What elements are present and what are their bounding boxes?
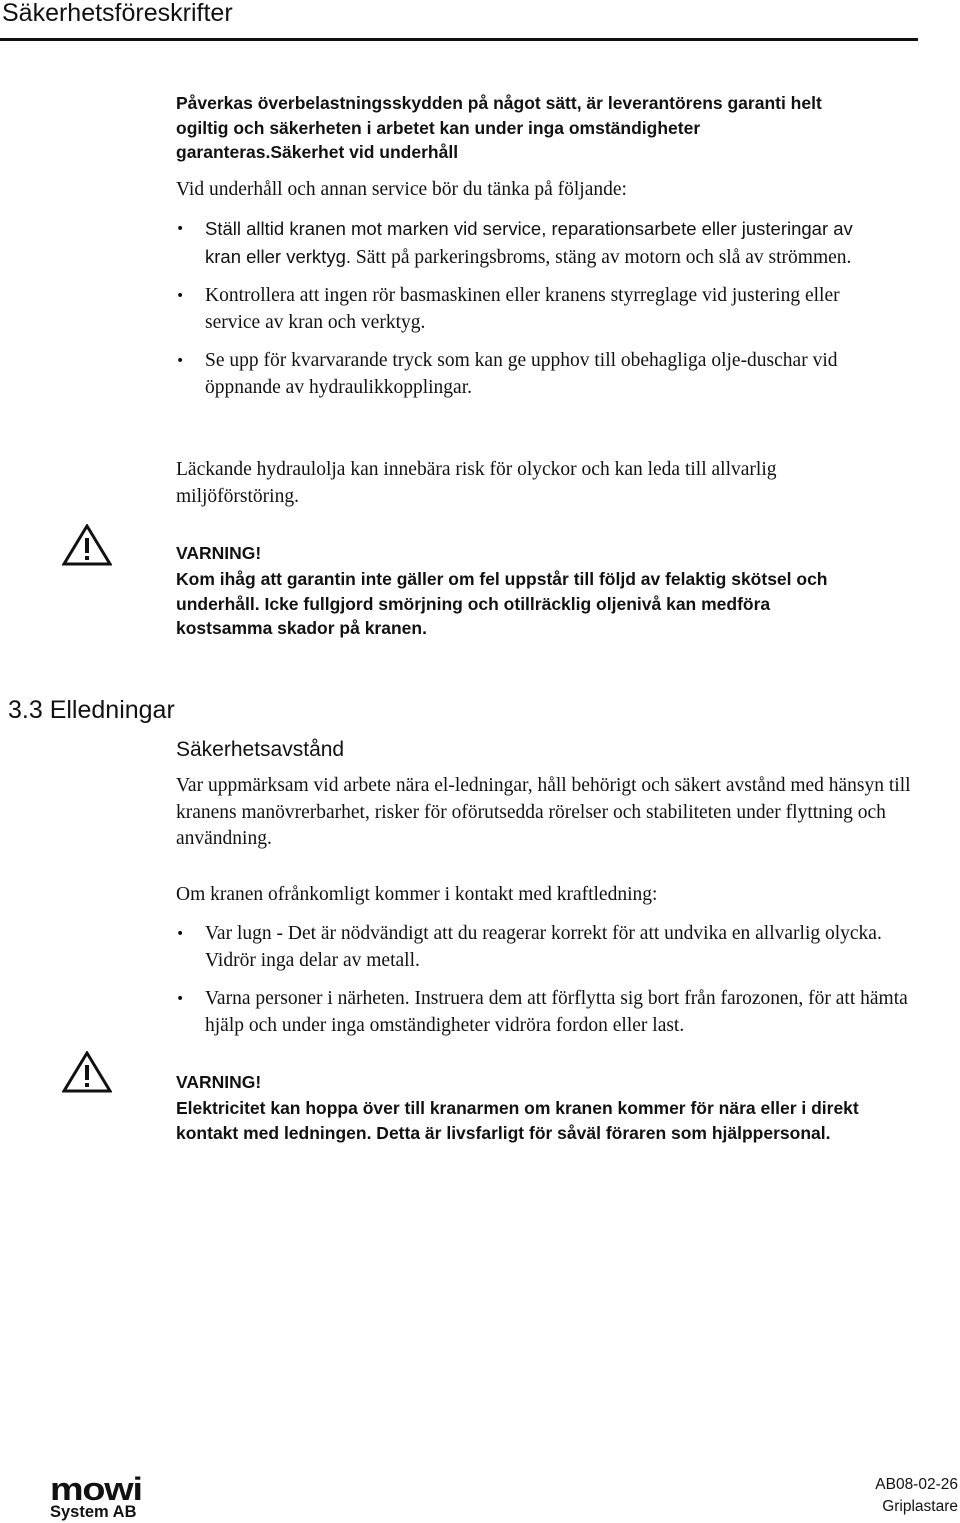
- section-heading: 3.3 Elledningar: [8, 696, 175, 724]
- warning-triangle-icon: [62, 1051, 112, 1093]
- document-code: AB08-02-26: [875, 1476, 958, 1493]
- power-line-bullet-list: [176, 921, 916, 1039]
- bullet-icon: •: [176, 353, 185, 369]
- list-item: [176, 348, 866, 401]
- logo-subtitle: System AB: [50, 1503, 137, 1521]
- power-line-paragraph-text: Var uppmärksam vid arbete nära el-ledningar, håll behörigt och säkert avstånd med hänsyn till kranens manövrerbarhet, risker för oförutsedda rörelser och stabiliteten under flyttning och användning.: [176, 775, 911, 849]
- list-item: [176, 283, 866, 336]
- bullet-text-serif: Sätt på parkeringsbroms, stäng av motorn och slå av strömmen.: [351, 246, 852, 268]
- power-line-paragraph: [176, 773, 911, 853]
- company-logo: [50, 1471, 150, 1522]
- warning-triangle-icon: [62, 524, 112, 566]
- list-item: [176, 986, 916, 1039]
- warning-block-2: [176, 1070, 866, 1145]
- bullet-icon: •: [176, 288, 185, 304]
- warning-title: VARNING!: [176, 1072, 262, 1092]
- power-line-contact-lead: [176, 882, 906, 909]
- logo-wordmark: mowi: [50, 1471, 142, 1507]
- footer-meta: [875, 1474, 958, 1518]
- bullet-text-sans: Ställ alltid kranen mot marken vid service, reparationsarbete eller justeringar av kran eller verktyg.: [205, 218, 853, 267]
- overload-protection-notice: [176, 91, 906, 165]
- header-rule: [0, 38, 918, 41]
- hydraulic-oil-note: [176, 457, 896, 510]
- warning-title: VARNING!: [176, 543, 262, 563]
- overload-warning-text: Påverkas överbelastningsskydden på något sätt, är leverantörens garanti helt ogiltig och säkerheten i arbetet kan under inga omständigheter garanteras.: [176, 93, 822, 162]
- maintenance-bullet-list: [176, 216, 866, 401]
- bullet-icon: •: [176, 926, 185, 942]
- bullet-icon: •: [176, 991, 185, 1007]
- warning-text: Kom ihåg att garantin inte gäller om fel uppstår till följd av felaktig skötsel och underhåll. Icke fullgjord smörjning och otillräcklig oljenivå kan medföra kostsamma skador på kranen.: [176, 569, 828, 638]
- hydraulic-oil-note-text: Läckande hydraulolja kan innebära risk för olyckor och kan leda till allvarlig miljöförstöring.: [176, 459, 777, 507]
- bullet-icon: •: [176, 221, 185, 237]
- page-header-title: Säkerhetsföreskrifter: [2, 0, 233, 27]
- power-line-contact-lead-text: Om kranen ofrånkomligt kommer i kontakt med kraftledning:: [176, 884, 658, 905]
- warning-text: Elektricitet kan hoppa över till kranarmen om kranen kommer för nära eller i direkt kontakt med ledningen. Detta är livsfarligt för såväl föraren som hjälppersonal.: [176, 1098, 859, 1143]
- bullet-text: Var lugn - Det är nödvändigt att du reagerar korrekt för att undvika en allvarlig olycka. Vidrör inga delar av metall.: [205, 923, 882, 971]
- maintenance-lead: [176, 177, 906, 204]
- maintenance-lead-text: Vid underhåll och annan service bör du tänka på följande:: [176, 179, 627, 200]
- list-item: [176, 216, 866, 271]
- maintenance-safety-heading: Säkerhet vid underhåll: [270, 142, 459, 162]
- bullet-text: Kontrollera att ingen rör basmaskinen eller kranens styrreglage vid justering eller service av kran och verktyg.: [205, 285, 840, 333]
- section-subheading: Säkerhetsavstånd: [176, 738, 345, 761]
- product-name: Griplastare: [882, 1498, 958, 1515]
- warning-block-1: [176, 541, 856, 641]
- bullet-text: Varna personer i närheten. Instruera dem att förflytta sig bort från farozonen, för att hämta hjälp och under inga omständigheter vidröra fordon eller last.: [205, 988, 908, 1036]
- list-item: [176, 921, 916, 974]
- bullet-text: Se upp för kvarvarande tryck som kan ge upphov till obehagliga olje-duschar vid öppnande av hydraulikkopplingar.: [205, 350, 838, 398]
